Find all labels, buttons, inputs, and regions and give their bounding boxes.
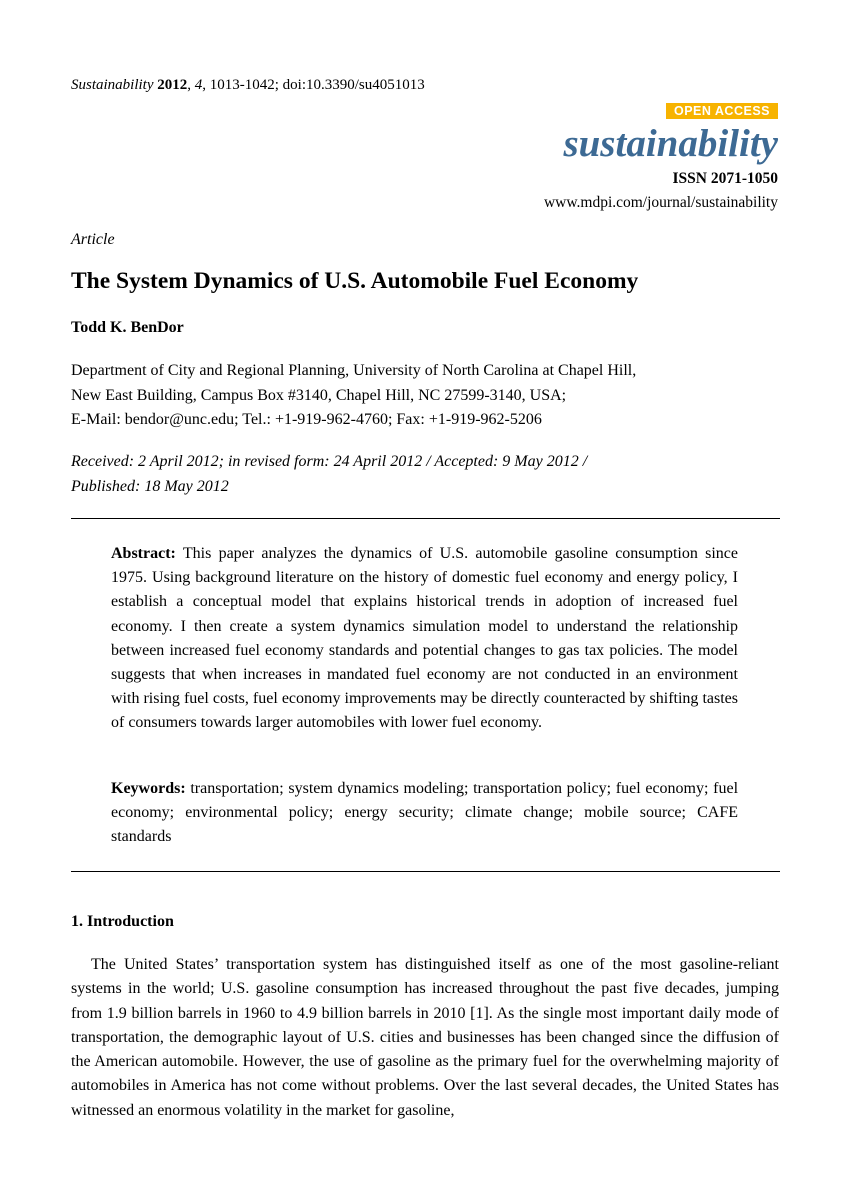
divider-top (71, 518, 780, 519)
author-name: Todd K. BenDor (71, 319, 184, 336)
section-heading-introduction: 1. Introduction (71, 913, 174, 930)
citation-line: Sustainability 2012, 4, 1013-1042; doi:10.3390/su4051013 (71, 77, 425, 93)
keywords-label: Keywords: (111, 780, 186, 797)
abstract-label: Abstract: (111, 545, 176, 562)
introduction-paragraph: The United States’ transportation system has distinguished itself as one of the most gasoline-reliant systems in the world; U.S. gasoline consumption has increased throughout the past five decades, jumping from 1.9 billion barrels in 1960 to 4.9 billion barrels in 2010 [1]. As the single most important daily mode of transportation, the demographic layout of U.S. cities and businesses has been changed since the diffusion of the American automobile. However, the use of gasoline as the primary fuel for the overwhelming majority of automobiles in America has not come without problems. Over the last several decades, the United States has witnessed an enormous volatility in the market for gasoline, (71, 956, 779, 1119)
abstract-text: This paper analyzes the dynamics of U.S. automobile gasoline consumption since 1975. Using background literature on the history of domestic fuel economy and energy policy, I establish a conceptual model that explains historical trends in adoption of increased fuel economy. I then create a system dynamics simulation model to understand the relationship between increased fuel economy standards and potential changes to gas tax policies. The model suggests that when increases in mandated fuel economy are not conducted in an environment with rising fuel costs, fuel economy improvements may be directly counteracted by shifting tastes of consumers towards larger automobiles with lower fuel economy. (111, 545, 739, 732)
dates-block (71, 450, 587, 499)
abstract (111, 542, 738, 736)
article-type: Article (71, 231, 115, 248)
citation-year: 2012 (157, 77, 188, 93)
citation-journal: Sustainability (71, 77, 154, 93)
citation-volume: 4 (194, 77, 203, 93)
citation-pages-doi: 1013-1042; doi:10.3390/su4051013 (209, 77, 425, 93)
journal-logo: sustainability (563, 122, 778, 165)
divider-bottom (71, 871, 780, 872)
affiliation-block (71, 359, 791, 433)
issn: ISSN 2071-1050 (672, 170, 778, 187)
open-access-badge: OPEN ACCESS (666, 103, 778, 119)
contact-line: E-Mail: bendor@unc.edu; Tel.: +1-919-962-4760; Fax: +1-919-962-5206 (71, 411, 542, 428)
affiliation-line: Department of City and Regional Planning, University of North Carolina at Chapel Hill, (71, 362, 637, 379)
keywords (111, 777, 738, 850)
keywords-text: transportation; system dynamics modeling; transportation policy; fuel economy; fuel economy; environmental policy; energy security; climate change; mobile source; CAFE standards (111, 780, 739, 846)
affiliation-line: New East Building, Campus Box #3140, Chapel Hill, NC 27599-3140, USA; (71, 386, 567, 404)
journal-url[interactable]: www.mdpi.com/journal/sustainability (543, 194, 778, 211)
dates-line: Received: 2 April 2012; in revised form: 24 April 2012 / Accepted: 9 May 2012 / (71, 453, 588, 470)
paper-title: The System Dynamics of U.S. Automobile Fuel Economy (71, 268, 639, 294)
dates-line: Published: 18 May 2012 (71, 477, 229, 495)
